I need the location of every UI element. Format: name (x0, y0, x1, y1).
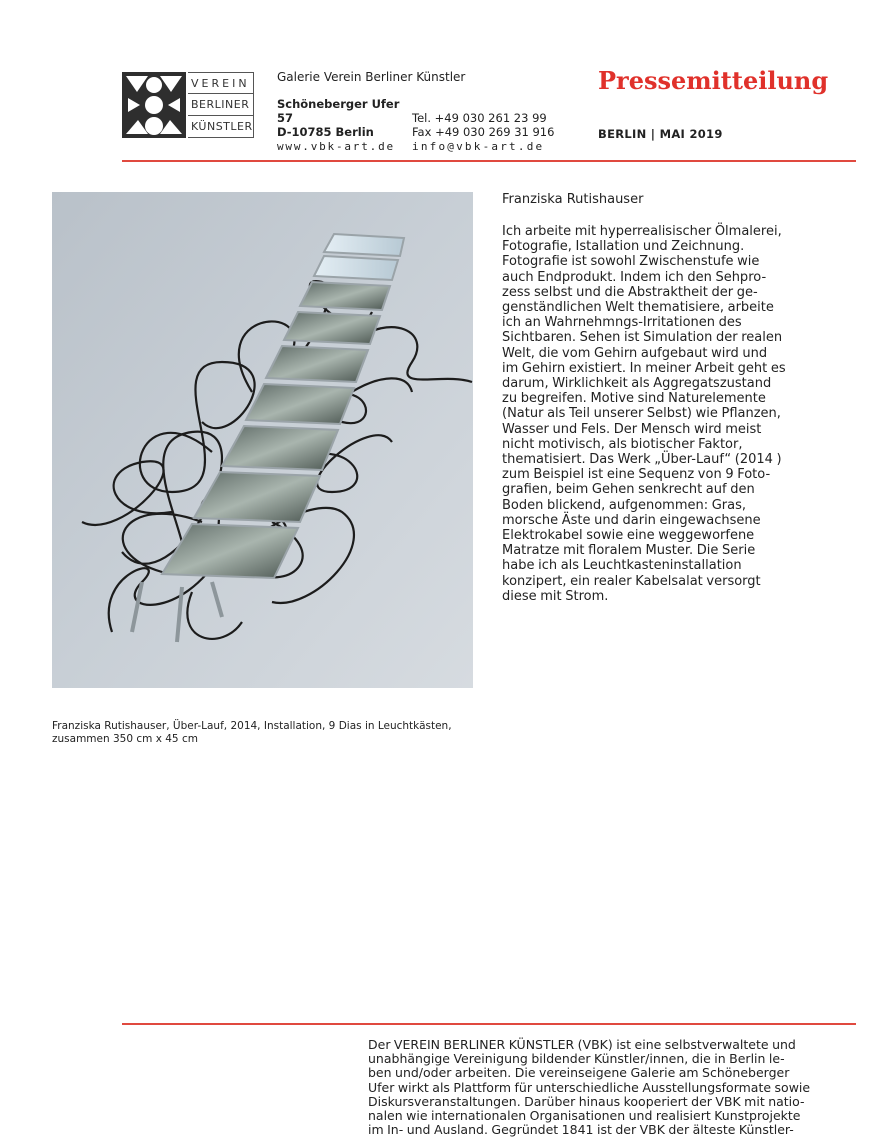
body-line: zu begreifen. Motive sind Naturelemente (502, 391, 766, 407)
article-body (502, 224, 832, 604)
body-line: im Gehirn existiert. In meiner Arbeit geht es (502, 360, 786, 376)
artwork-photo (52, 192, 473, 688)
footer-line: Diskursveranstaltungen. Darüber hinaus kooperiert der VBK mit natio- (368, 1093, 805, 1109)
footer-line: ben und/oder arbeiten. Die vereinseigene Galerie am Schöneberger (368, 1065, 790, 1081)
body-line: zum Beispiel ist eine Sequenz von 9 Foto- (502, 467, 771, 483)
caption-line: Franziska Rutishauser, Über-Lauf, 2014, Installation, 9 Dias in Leuchtkästen, (52, 720, 452, 732)
body-line: Fotografie, Istallation und Zeichnung. (502, 239, 745, 255)
body-line: habe ich als Leuchtkasteninstallation (502, 558, 742, 574)
footer-line: nalen wie internationalen Organisationen und realisiert Kunstprojekte (368, 1108, 801, 1124)
body-line: Ich arbeite mit hyperrealisischer Ölmalerei, (502, 224, 782, 239)
email-link[interactable]: info@vbk-art.de (412, 140, 545, 153)
body-line: diese mit Strom. (502, 588, 609, 604)
body-line: nicht motivisch, als biotischer Faktor, (502, 436, 743, 452)
body-line: darum, Wirklichkeit als Aggregatszustand (502, 376, 772, 392)
gallery-name: Galerie Verein Berliner Künstler (277, 70, 466, 84)
header-divider (122, 160, 856, 162)
body-line: Elektrokabel sowie eine weggeworfene (502, 528, 755, 544)
body-line: genständlichen Welt thematisiere, arbeite (502, 300, 774, 316)
footer-line: im In- und Ausland. Gegründet 1841 ist der VBK der älteste Künstler- (368, 1122, 794, 1138)
logo-mark-icon (122, 72, 186, 138)
body-line: Matratze mit floralem Muster. Die Serie (502, 543, 756, 559)
caption-line: zusammen 350 cm x 45 cm (52, 733, 198, 745)
footer-line: unabhängige Vereinigung bildender Künstler/innen, die in Berlin le- (368, 1051, 785, 1067)
logo-line-berliner: BERLINER (188, 94, 254, 116)
body-line: zess selbst und die Abstraktheit der ge- (502, 284, 758, 300)
body-line: thematisiert. Das Werk „Über-Lauf“ (2014 ) (502, 452, 782, 468)
artwork-caption (52, 720, 482, 746)
footer-divider (122, 1023, 856, 1025)
fax-number: Fax +49 030 269 31 916 (412, 125, 555, 139)
contact-block (277, 97, 554, 154)
footer-line: Der VEREIN BERLINER KÜNSTLER (VBK) ist eine selbstverwaltete und (368, 1037, 796, 1052)
footer-about (368, 1038, 838, 1137)
logo-line-kuenstler: KÜNSTLER (188, 116, 254, 138)
website-link[interactable]: www.vbk-art.de (277, 140, 395, 153)
address-city: D-10785 Berlin (277, 125, 374, 139)
body-line: Fotografie ist sowohl Zwischenstufe wie (502, 254, 760, 270)
body-line: Welt, die vom Gehirn aufgebaut wird und (502, 345, 768, 361)
logo-line-verein: VEREIN (188, 72, 254, 94)
body-line: Boden blickend, aufgenommen: Gras, (502, 497, 747, 513)
body-line: ich an Wahrnehmngs-Irritationen des (502, 315, 742, 331)
footer-line: Ufer wirkt als Plattform für unterschiedliche Ausstellungsformate sowie (368, 1079, 811, 1095)
body-line: auch Endprodukt. Indem ich den Sehpro- (502, 269, 767, 285)
phone-number: Tel. +49 030 261 23 99 (412, 111, 547, 125)
logo-wordmark (188, 72, 254, 138)
body-line: Sichtbaren. Sehen ist Simulation der realen (502, 330, 783, 346)
address-street: Schöneberger Ufer 57 (277, 97, 400, 125)
body-line: konzipert, ein realer Kabelsalat versorgt (502, 573, 761, 589)
vbk-logo (122, 72, 254, 138)
body-line: (Natur als Teil unserer Selbst) wie Pflanzen, (502, 406, 781, 422)
body-line: Wasser und Fels. Der Mensch wird meist (502, 421, 762, 437)
document-title: Pressemitteilung (598, 66, 829, 95)
artist-name: Franziska Rutishauser (502, 192, 644, 207)
dateline: BERLIN | MAI 2019 (598, 127, 723, 141)
body-line: morsche Äste und darin eingewachsene (502, 512, 761, 528)
body-line: grafien, beim Gehen senkrecht auf den (502, 482, 755, 498)
